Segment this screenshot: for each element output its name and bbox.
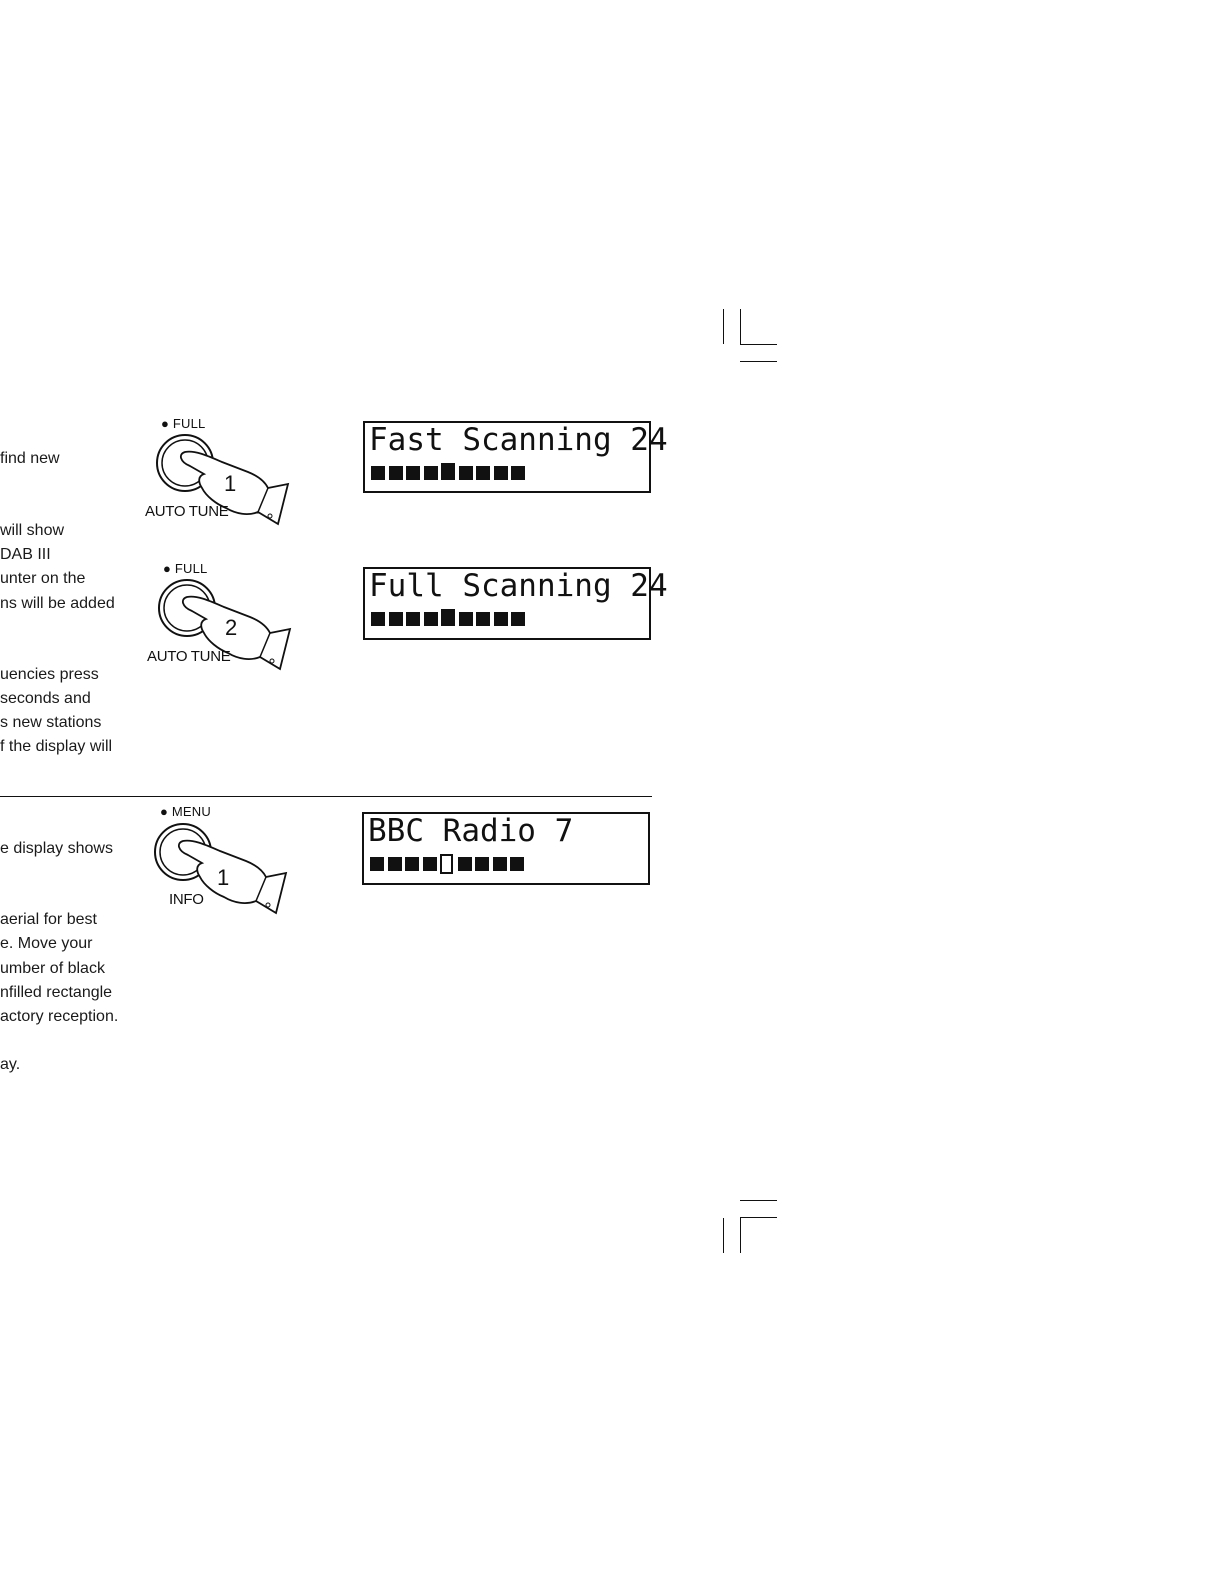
bar-segment	[459, 466, 473, 480]
crop-mark-top-horizontal-1	[740, 344, 777, 345]
step-number: 1	[224, 471, 237, 496]
bar-segment	[510, 857, 524, 871]
crop-mark-bottom-horizontal-2	[740, 1217, 777, 1218]
body-text-line: actory reception.	[0, 1008, 119, 1025]
body-text-line: ns will be added	[0, 595, 115, 612]
crop-mark-top-vertical-2	[740, 309, 741, 344]
bar-segment	[475, 857, 489, 871]
lcd-line-text: BBC Radio 7	[368, 813, 574, 849]
bar-segment	[371, 612, 385, 626]
bar-segment	[494, 612, 508, 626]
lcd-display-fast-scanning	[363, 421, 668, 493]
bar-segment	[459, 612, 473, 626]
bar-segment	[424, 612, 438, 626]
body-text-line: will show	[0, 522, 65, 539]
step-number: 1	[217, 865, 230, 890]
info-label: INFO	[169, 891, 204, 908]
lcd-line-text: Full Scanning 24	[369, 568, 668, 604]
full-label: ● FULL	[161, 416, 206, 431]
auto-tune-label: AUTO TUNE	[145, 503, 229, 520]
crop-mark-bottom-vertical-2	[740, 1218, 741, 1253]
bar-segment	[476, 466, 490, 480]
body-text-line: unter on the	[0, 570, 86, 587]
body-text-line: find new	[0, 450, 60, 467]
crop-mark-top-vertical-1	[723, 309, 724, 344]
bar-segment	[406, 612, 420, 626]
lcd-display-station-info	[362, 812, 650, 885]
crop-mark-bottom-vertical-1	[723, 1218, 724, 1253]
lcd-line-text: Fast Scanning 24	[369, 422, 668, 458]
bar-segment	[441, 609, 455, 626]
full-label: ● FULL	[163, 561, 208, 576]
body-text-line: umber of black	[0, 960, 105, 977]
bar-segment	[406, 466, 420, 480]
bar-segment	[511, 466, 525, 480]
body-text-line: aerial for best	[0, 911, 97, 928]
bar-segment	[370, 857, 384, 871]
section-divider	[0, 796, 652, 797]
body-text-line: nfilled rectangle	[0, 984, 113, 1001]
bar-segment	[389, 612, 403, 626]
step-number: 2	[225, 615, 238, 640]
bar-segment	[371, 466, 385, 480]
crop-mark-top-horizontal-2	[740, 361, 777, 362]
body-text-line: f the display will	[0, 738, 113, 755]
bar-segment	[511, 612, 525, 626]
bar-segment	[389, 466, 403, 480]
body-text-line: ay.	[0, 1056, 21, 1073]
crop-mark-bottom-horizontal-1	[740, 1200, 777, 1201]
bar-segment	[388, 857, 402, 871]
body-text-line: seconds and	[0, 690, 91, 707]
auto-tune-label: AUTO TUNE	[147, 648, 231, 665]
body-text-line: s new stations	[0, 714, 102, 731]
body-text-line: e display shows	[0, 840, 113, 857]
bar-segment	[424, 466, 438, 480]
bar-segment	[476, 612, 490, 626]
bar-segment	[458, 857, 472, 871]
bar-segment	[405, 857, 419, 871]
lcd-display-full-scanning	[363, 567, 668, 640]
bar-segment	[423, 857, 437, 871]
bar-segment	[493, 857, 507, 871]
body-text-line: uencies press	[0, 666, 99, 683]
bar-segment	[440, 854, 453, 874]
bar-segment	[441, 463, 455, 480]
body-text-line: e. Move your	[0, 935, 93, 952]
bar-segment	[494, 466, 508, 480]
menu-label: ● MENU	[160, 804, 211, 819]
body-text-line: DAB III	[0, 546, 51, 563]
